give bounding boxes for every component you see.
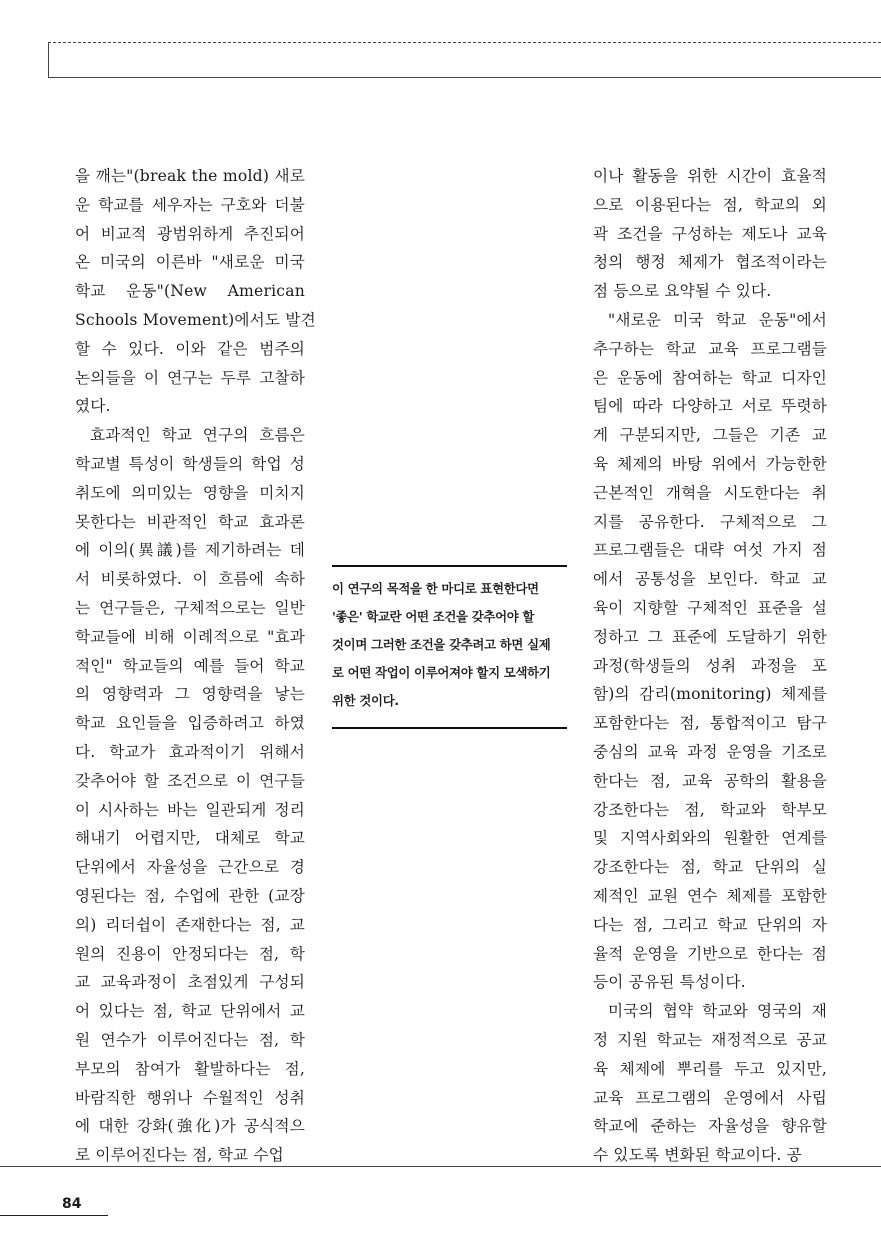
pull-quote-line: 것이며 그러한 조건을 갖추려고 하면 실제 — [332, 637, 551, 652]
footer-rule — [0, 1166, 881, 1167]
text-line: 등이 공유된 특성이다. — [593, 973, 746, 992]
text-line: 바람직한 행위나 수월적인 성취 — [75, 1088, 305, 1107]
text-line: 였다. — [75, 397, 111, 416]
text-line: 영된다는 점, 수업에 관한 (교장 — [75, 886, 305, 905]
text-line: 학교들에 비해 이례적으로 "효과 — [75, 627, 305, 646]
text-line: 할 수 있다. 이와 같은 범주의 — [75, 339, 305, 358]
text-line: Schools Movement)에서도 발견 — [75, 310, 316, 329]
text-line: 율적 운영을 기반으로 한다는 점 — [593, 944, 827, 963]
text-line: 다는 점, 그리고 학교 단위의 자 — [593, 915, 827, 934]
text-line: 효과적인 학교 연구의 흐름은 — [90, 426, 305, 445]
pull-quote-line: 로 어떤 작업이 이루어져야 할지 모색하기 — [332, 665, 551, 680]
text-line: 에서 공통성을 보인다. 학교 교 — [593, 570, 827, 589]
text-line: 곽 조건을 구성하는 제도나 교육 — [593, 224, 827, 243]
text-line: 학교별 특성이 학생들의 학업 성 — [75, 454, 305, 473]
text-line: 이나 활동을 위한 시간이 효율적 — [593, 167, 827, 185]
text-line: 중심의 교육 과정 운영을 기조로 — [593, 742, 827, 761]
left-column — [75, 162, 316, 1170]
text-line: 원의 진용이 안정되다는 점, 학 — [75, 944, 305, 963]
text-line: 학교에 준하는 자율성을 향유할 — [593, 1117, 827, 1136]
text-line: 정하고 그 표준에 도달하기 위한 — [593, 627, 827, 646]
text-line: 운 학교를 세우자는 구호와 더불 — [75, 195, 305, 214]
right-column — [593, 162, 827, 1170]
text-line: 어 있다는 점, 학교 단위에서 교 — [75, 1002, 305, 1021]
text-line: 수 있도록 변화된 학교이다. 공 — [593, 1146, 802, 1165]
text-line: 게 구분되지만, 그들은 기존 교 — [593, 426, 827, 445]
text-line: 팀에 따라 다양하고 서로 뚜렷하 — [593, 397, 827, 416]
text-line: 근본적인 개혁을 시도한다는 취 — [593, 483, 827, 502]
text-line: 못한다는 비관적인 학교 효과론 — [75, 512, 305, 531]
text-line: 을 깨는"(break the mold) 새로 — [75, 167, 305, 185]
text-line: 학교 운동"(New American — [75, 282, 305, 301]
text-line: 미국의 협약 학교와 영국의 재 — [608, 1002, 827, 1021]
page-number-underline — [0, 1215, 108, 1216]
text-line: 로 이루어진다는 점, 학교 수업 — [75, 1146, 284, 1165]
text-line: 는 연구들은, 구체적으로는 일반 — [75, 598, 305, 617]
text-line: 함)의 감리(monitoring) 체제를 — [593, 685, 827, 704]
text-line: 해내기 어렵지만, 대체로 학교 — [75, 829, 305, 848]
text-line: "새로운 미국 학교 운동"에서 — [608, 310, 827, 329]
text-line: 청의 행정 체제가 협조적이라는 — [593, 253, 827, 272]
text-line: 갖추어야 할 조건으로 이 연구들 — [75, 771, 305, 790]
text-line: 포함한다는 점, 통합적이고 탐구 — [593, 714, 827, 733]
text-line: 어 비교적 광범위하게 추진되어 — [75, 224, 305, 243]
text-line: 육이 지향할 구체적인 표준을 설 — [593, 598, 827, 617]
text-line: 의 영향력과 그 영향력을 낳는 — [75, 685, 305, 704]
text-line: 원 연수가 이루어진다는 점, 학 — [75, 1030, 305, 1049]
text-line: 취도에 의미있는 영향을 미치지 — [75, 483, 305, 502]
text-line: 강조한다는 점, 학교 단위의 실 — [593, 858, 827, 877]
pull-quote-line: '좋은' 학교란 어떤 조건을 갖추어야 할 — [332, 609, 535, 624]
text-line: 육 체제에 뿌리를 두고 있지만, — [593, 1059, 827, 1078]
text-line: 점 등으로 요약될 수 있다. — [593, 282, 772, 301]
text-line: 추구하는 학교 교육 프로그램들 — [593, 339, 827, 358]
page-number: 84 — [62, 1196, 82, 1212]
text-line: 이 시사하는 바는 일관되게 정리 — [75, 800, 305, 819]
text-line: 학교 요인들을 입증하려고 하였 — [75, 714, 305, 733]
text-line: 으로 이용된다는 점, 학교의 외 — [593, 195, 827, 214]
text-line: 과정(학생들의 성취 과정을 포 — [593, 656, 827, 675]
text-line: 지를 공유한다. 구체적으로 그 — [593, 512, 827, 531]
text-line: 교육 프로그램의 운영에서 사립 — [593, 1088, 827, 1107]
pull-quote-line: 위한 것이다. — [332, 693, 399, 708]
text-line: 의) 리더쉽이 존재한다는 점, 교 — [75, 915, 305, 934]
text-line: 교 교육과정이 초점있게 구성되 — [75, 973, 305, 992]
text-line: 제적인 교원 연수 체제를 포함한 — [593, 886, 827, 905]
text-line: 한다는 점, 교육 공학의 활용을 — [593, 771, 827, 790]
text-line: 강조한다는 점, 학교와 학부모 — [593, 800, 827, 819]
text-line: 육 체제의 바탕 위에서 가능한한 — [593, 454, 827, 473]
pull-quote — [332, 565, 567, 729]
header-rule — [48, 42, 881, 78]
text-line: 다. 학교가 효과적이기 위해서 — [75, 742, 305, 761]
text-line: 및 지역사회와의 원활한 연계를 — [593, 829, 827, 848]
text-line: 은 운동에 참여하는 학교 디자인 — [593, 368, 827, 387]
text-line: 에 이의(異議)를 제기하려는 데 — [75, 541, 305, 560]
text-line: 프로그램들은 대략 여섯 가지 점 — [593, 541, 827, 560]
text-line: 에 대한 강화(強化)가 공식적으 — [75, 1117, 305, 1136]
text-line: 적인" 학교들의 예를 들어 학교 — [75, 656, 305, 675]
text-line: 서 비롯하였다. 이 흐름에 속하 — [75, 570, 305, 589]
text-line: 논의들을 이 연구는 두루 고찰하 — [75, 368, 305, 387]
pull-quote-line: 이 연구의 목적을 한 마디로 표현한다면 — [332, 581, 539, 596]
text-line: 정 지원 학교는 재정적으로 공교 — [593, 1030, 827, 1049]
text-line: 부모의 참여가 활발하다는 점, — [75, 1059, 305, 1078]
text-line: 단위에서 자율성을 근간으로 경 — [75, 858, 305, 877]
text-line: 온 미국의 이른바 "새로운 미국 — [75, 253, 305, 272]
